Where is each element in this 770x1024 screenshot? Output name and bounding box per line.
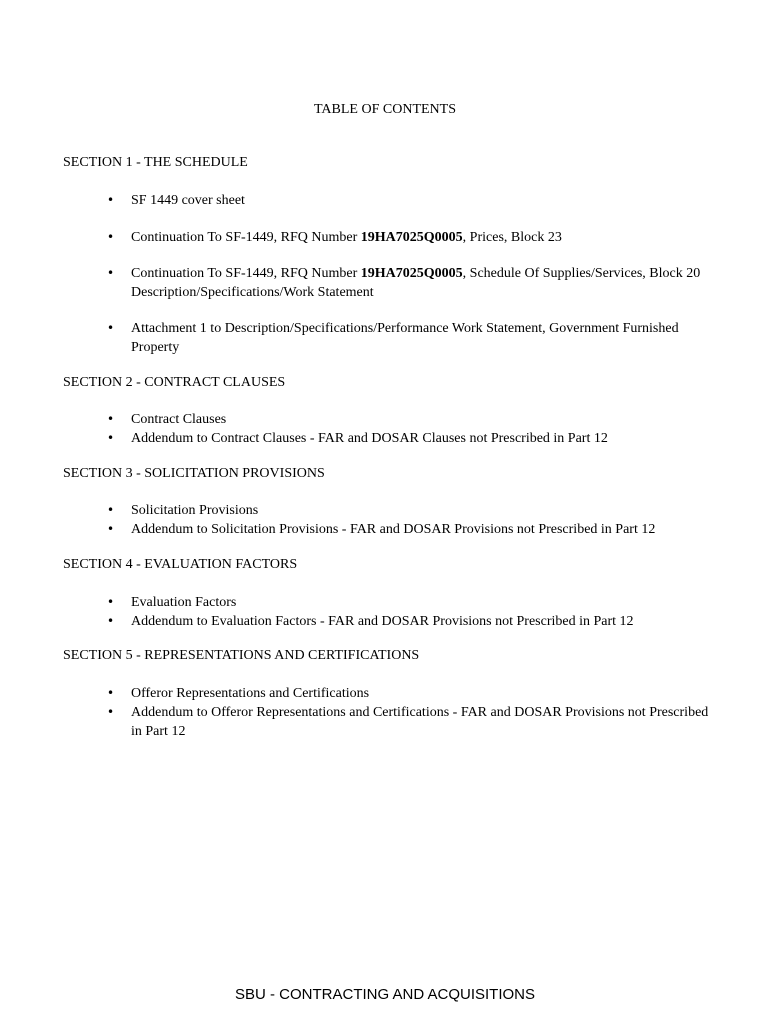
bullet-icon: • — [107, 431, 115, 445]
bullet-icon: • — [107, 705, 115, 719]
list-item-text: Addendum to Solicitation Provisions - FAR and DOSAR Provisions not Prescribed in Part 12 — [131, 522, 656, 537]
list-item — [107, 228, 711, 247]
bullet-icon: • — [107, 321, 115, 335]
list-item-text: , Schedule Of Supplies/Services, Block 20 Description/Specifications/Work Statement — [131, 266, 701, 300]
bullet-icon: • — [107, 595, 115, 609]
list-item — [107, 191, 711, 210]
list-item-text: Solicitation Provisions — [131, 503, 259, 518]
list-item — [107, 593, 711, 612]
page-footer: SBU - CONTRACTING AND ACQUISITIONS — [234, 986, 536, 1003]
bullet-icon: • — [107, 503, 115, 517]
bullet-icon: • — [107, 230, 115, 244]
rfq-number: 19HA7025Q0005 — [360, 230, 463, 245]
section-1-heading: SECTION 1 - THE SCHEDULE — [63, 155, 248, 170]
bullet-icon: • — [107, 686, 115, 700]
page-title: TABLE OF CONTENTS — [314, 102, 456, 117]
bullet-icon: • — [107, 614, 115, 628]
list-item-text: Addendum to Contract Clauses - FAR and DOSAR Clauses not Prescribed in Part 12 — [131, 431, 608, 446]
list-item — [107, 264, 711, 302]
list-item — [107, 612, 711, 631]
bullet-icon: • — [107, 193, 115, 207]
list-item-text: Contract Clauses — [131, 412, 227, 427]
bullet-icon: • — [107, 522, 115, 536]
list-item-text: Offeror Representations and Certifications — [131, 686, 370, 701]
list-item-text: Evaluation Factors — [131, 595, 237, 610]
list-item-text: Attachment 1 to Description/Specifications/Performance Work Statement, Government Furnished Property — [131, 321, 679, 355]
bullet-icon: • — [107, 266, 115, 280]
list-item — [107, 703, 711, 741]
list-item — [107, 520, 711, 539]
section-4-heading: SECTION 4 - EVALUATION FACTORS — [63, 557, 298, 572]
section-3-heading: SECTION 3 - SOLICITATION PROVISIONS — [63, 466, 325, 481]
bullet-icon: • — [107, 412, 115, 426]
list-item-text: Addendum to Evaluation Factors - FAR and DOSAR Provisions not Prescribed in Part 12 — [131, 614, 634, 629]
list-item-text: Continuation To SF-1449, RFQ Number — [131, 230, 361, 245]
list-item-text: Continuation To SF-1449, RFQ Number — [131, 266, 361, 281]
rfq-number: 19HA7025Q0005 — [360, 266, 463, 281]
list-item — [107, 684, 711, 703]
section-5-heading: SECTION 5 - REPRESENTATIONS AND CERTIFICATIONS — [63, 648, 420, 663]
list-item-text: , Prices, Block 23 — [462, 230, 562, 245]
list-item — [107, 319, 711, 357]
section-2-heading: SECTION 2 - CONTRACT CLAUSES — [63, 375, 286, 390]
list-item — [107, 429, 711, 448]
list-item-text: Addendum to Offeror Representations and Certifications - FAR and DOSAR Provisions not Prescribed in Part 12 — [131, 705, 709, 739]
list-item — [107, 410, 711, 429]
list-item — [107, 501, 711, 520]
list-item-text: SF 1449 cover sheet — [131, 193, 245, 208]
